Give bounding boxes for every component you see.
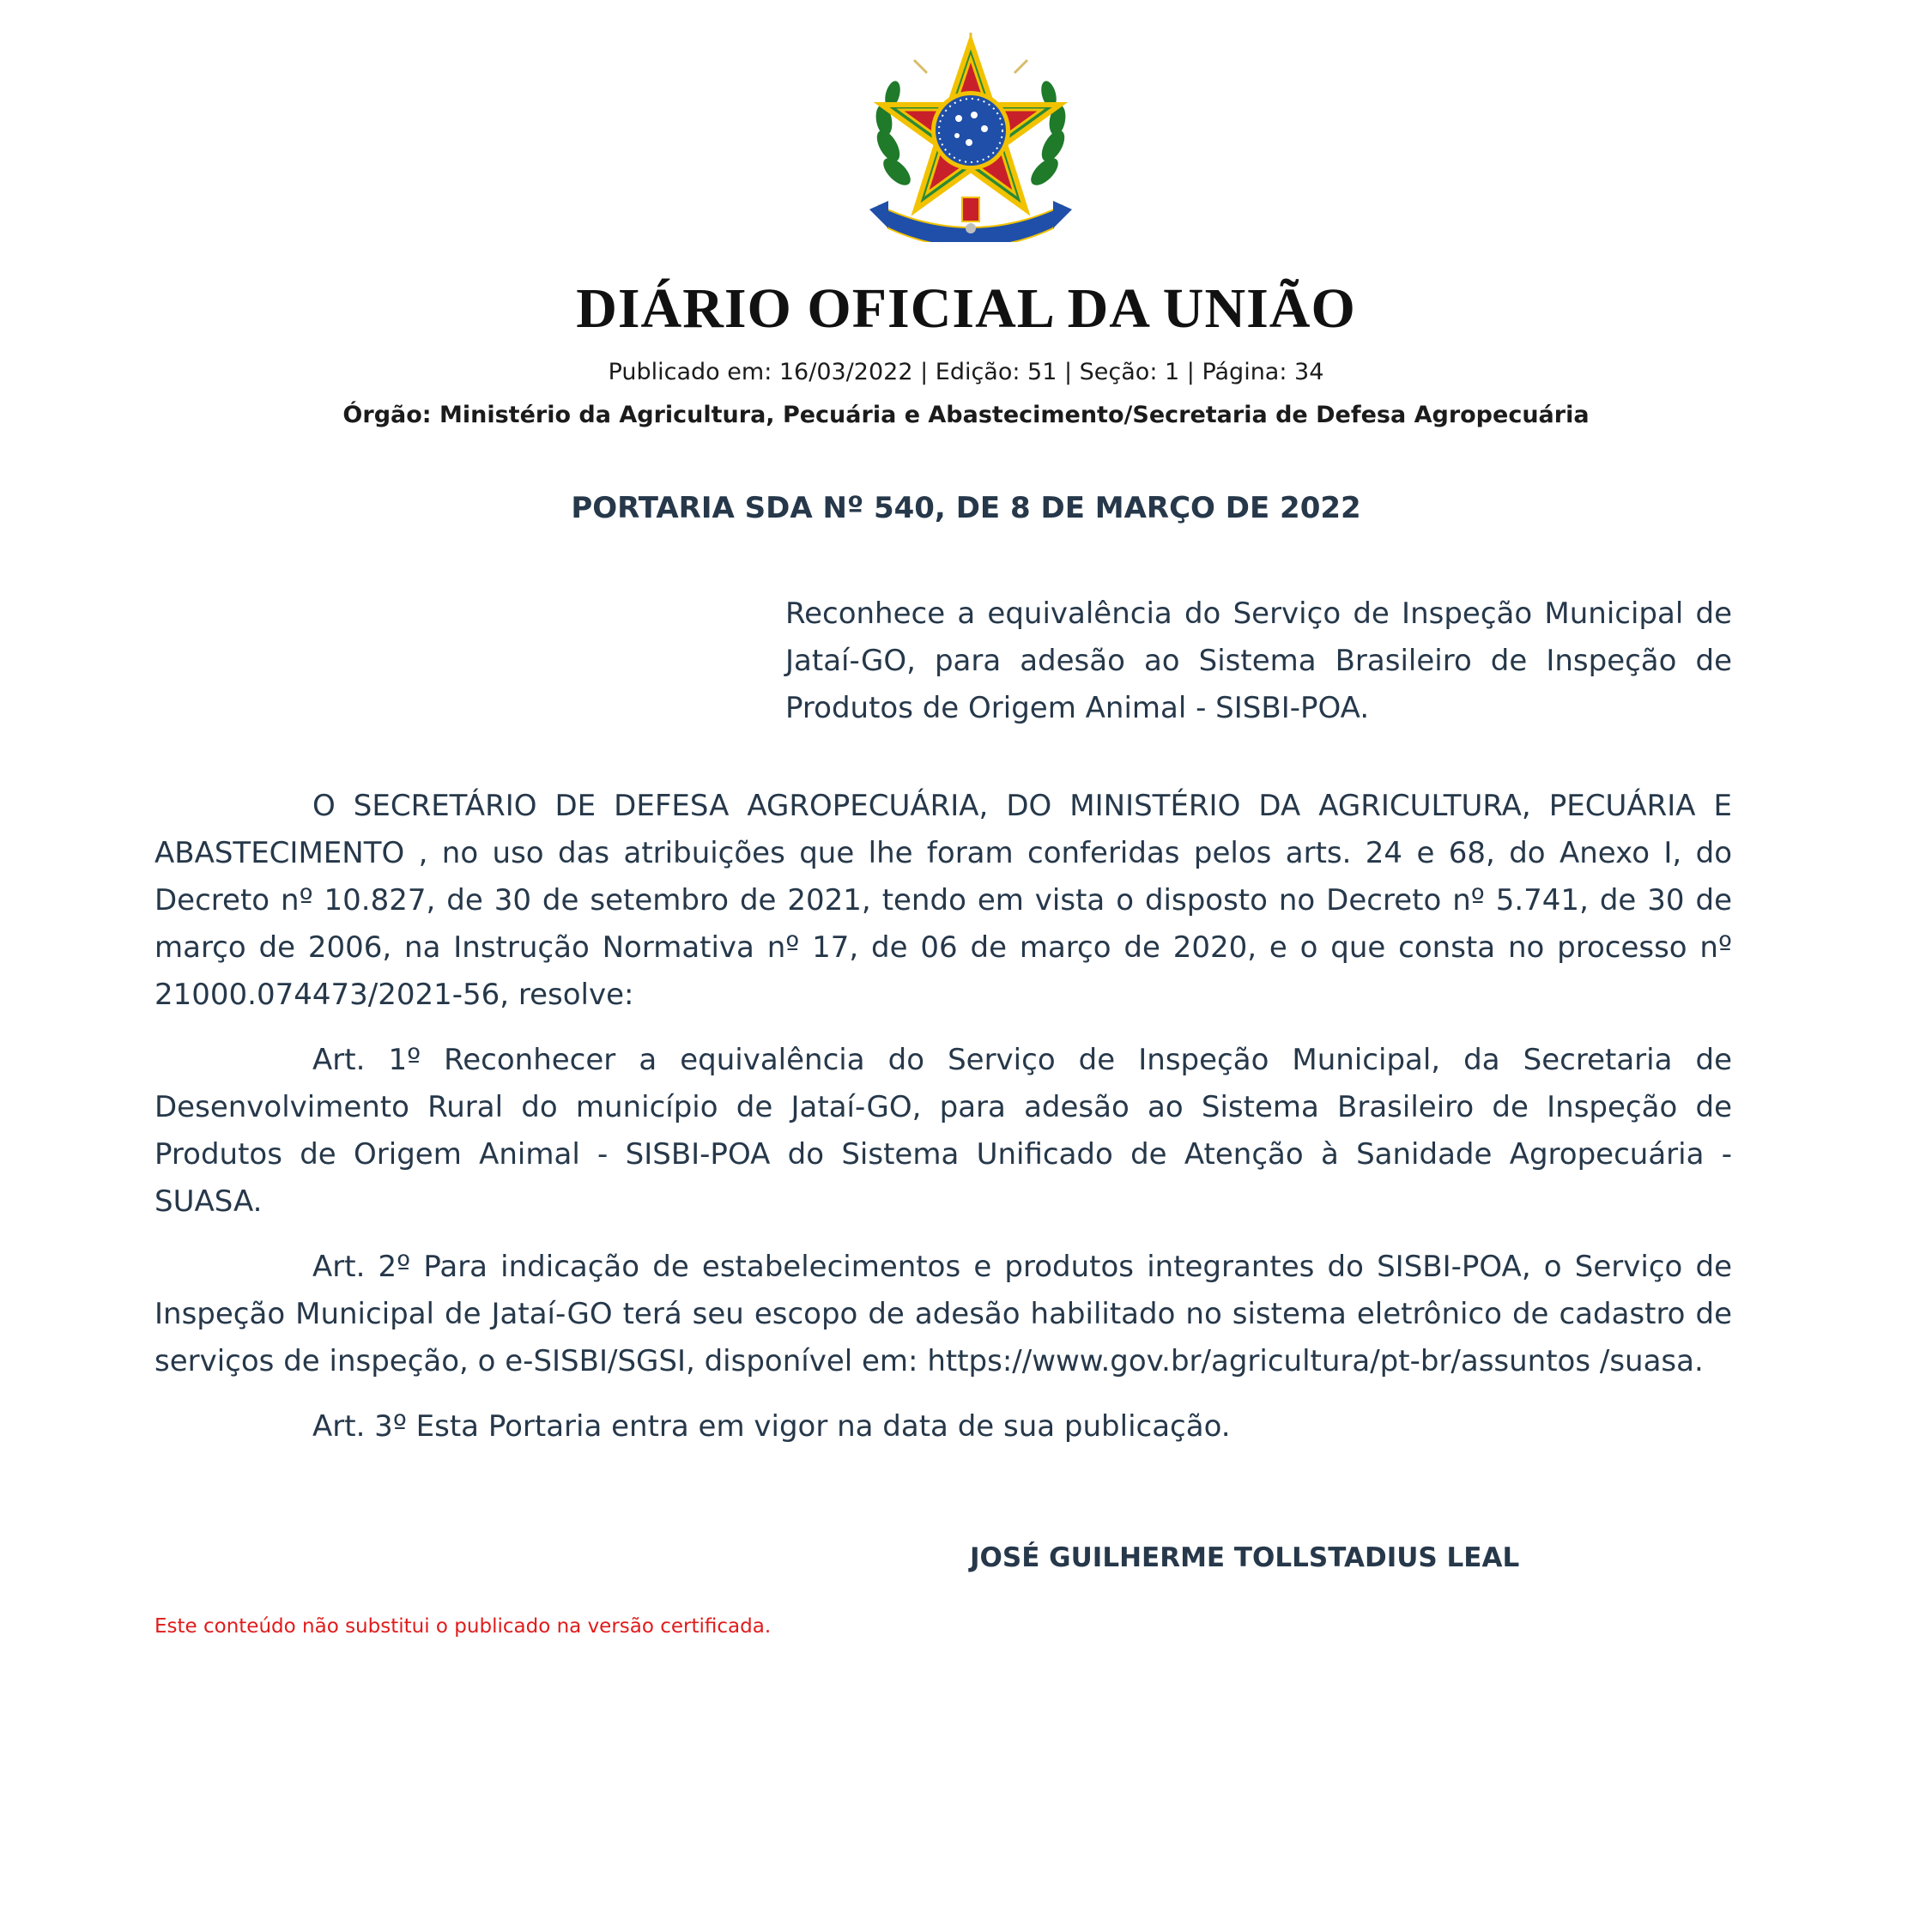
- document-title: PORTARIA SDA Nº 540, DE 8 DE MARÇO DE 2022: [571, 491, 1361, 525]
- brazil-coat-of-arms-icon: [863, 26, 1079, 242]
- organ-line: [0, 402, 1932, 428]
- article-1-paragraph: Art. 1º Reconhecer a equivalência do Serviço de Inspeção Municipal, da Secretaria de Desenvolvimento Rural do município de Jataí-GO, para adesão ao Sistema Brasileiro de Inspeção de Produtos de Origem Animal - SISBI-POA do Sistema Unificado de Atenção à Sanidade Agropecuária - SUASA.: [154, 1043, 1732, 1219]
- newspaper-title: DIÁRIO OFICIAL DA UNIÃO: [576, 277, 1356, 340]
- signature-name: JOSÉ GUILHERME TOLLSTADIUS LEAL: [970, 1542, 1520, 1573]
- disclaimer-notice: Este conteúdo não substitui o publicado na versão certificada.: [154, 1615, 772, 1638]
- article-2-paragraph: Art. 2º Para indicação de estabelecimentos e produtos integrantes do SISBI-POA, o Serviço de Inspeção Municipal de Jataí-GO terá seu escopo de adesão habilitado no sistema eletrônico de cadastro de serviços de inspeção, o e-SISBI/SGSI, disponível em: https://www.gov.br/agricultura/pt-br/assuntos /suasa.: [154, 1250, 1732, 1378]
- organ-label: Órgão:: [342, 402, 432, 428]
- publication-info: Publicado em: 16/03/2022 | Edição: 51 | Seção: 1 | Página: 34: [608, 359, 1324, 385]
- article-3-paragraph: Art. 3º Esta Portaria entra em vigor na data de sua publicação.: [312, 1409, 1231, 1444]
- preamble-paragraph: O SECRETÁRIO DE DEFESA AGROPECUÁRIA, DO MINISTÉRIO DA AGRICULTURA, PECUÁRIA E ABASTECIMENTO , no uso das atribuições que lhe foram conferidas pelos arts. 24 e 68, do Anexo I, do Decreto nº 10.827, de 30 de setembro de 2021, tendo em vista o disposto no Decreto nº 5.741, de 30 de março de 2006, na Instrução Normativa nº 17, de 06 de março de 2020, e o que consta no processo nº 21000.074473/2021-56, resolve:: [154, 789, 1732, 1012]
- ementa: Reconhece a equivalência do Serviço de Inspeção Municipal de Jataí-GO, para adesão ao Sistema Brasileiro de Inspeção de Produtos de Origem Animal - SISBI-POA.: [785, 597, 1732, 725]
- organ-value: Ministério da Agricultura, Pecuária e Abastecimento/Secretaria de Defesa Agropecuária: [439, 402, 1590, 428]
- document-body: [154, 783, 1732, 1469]
